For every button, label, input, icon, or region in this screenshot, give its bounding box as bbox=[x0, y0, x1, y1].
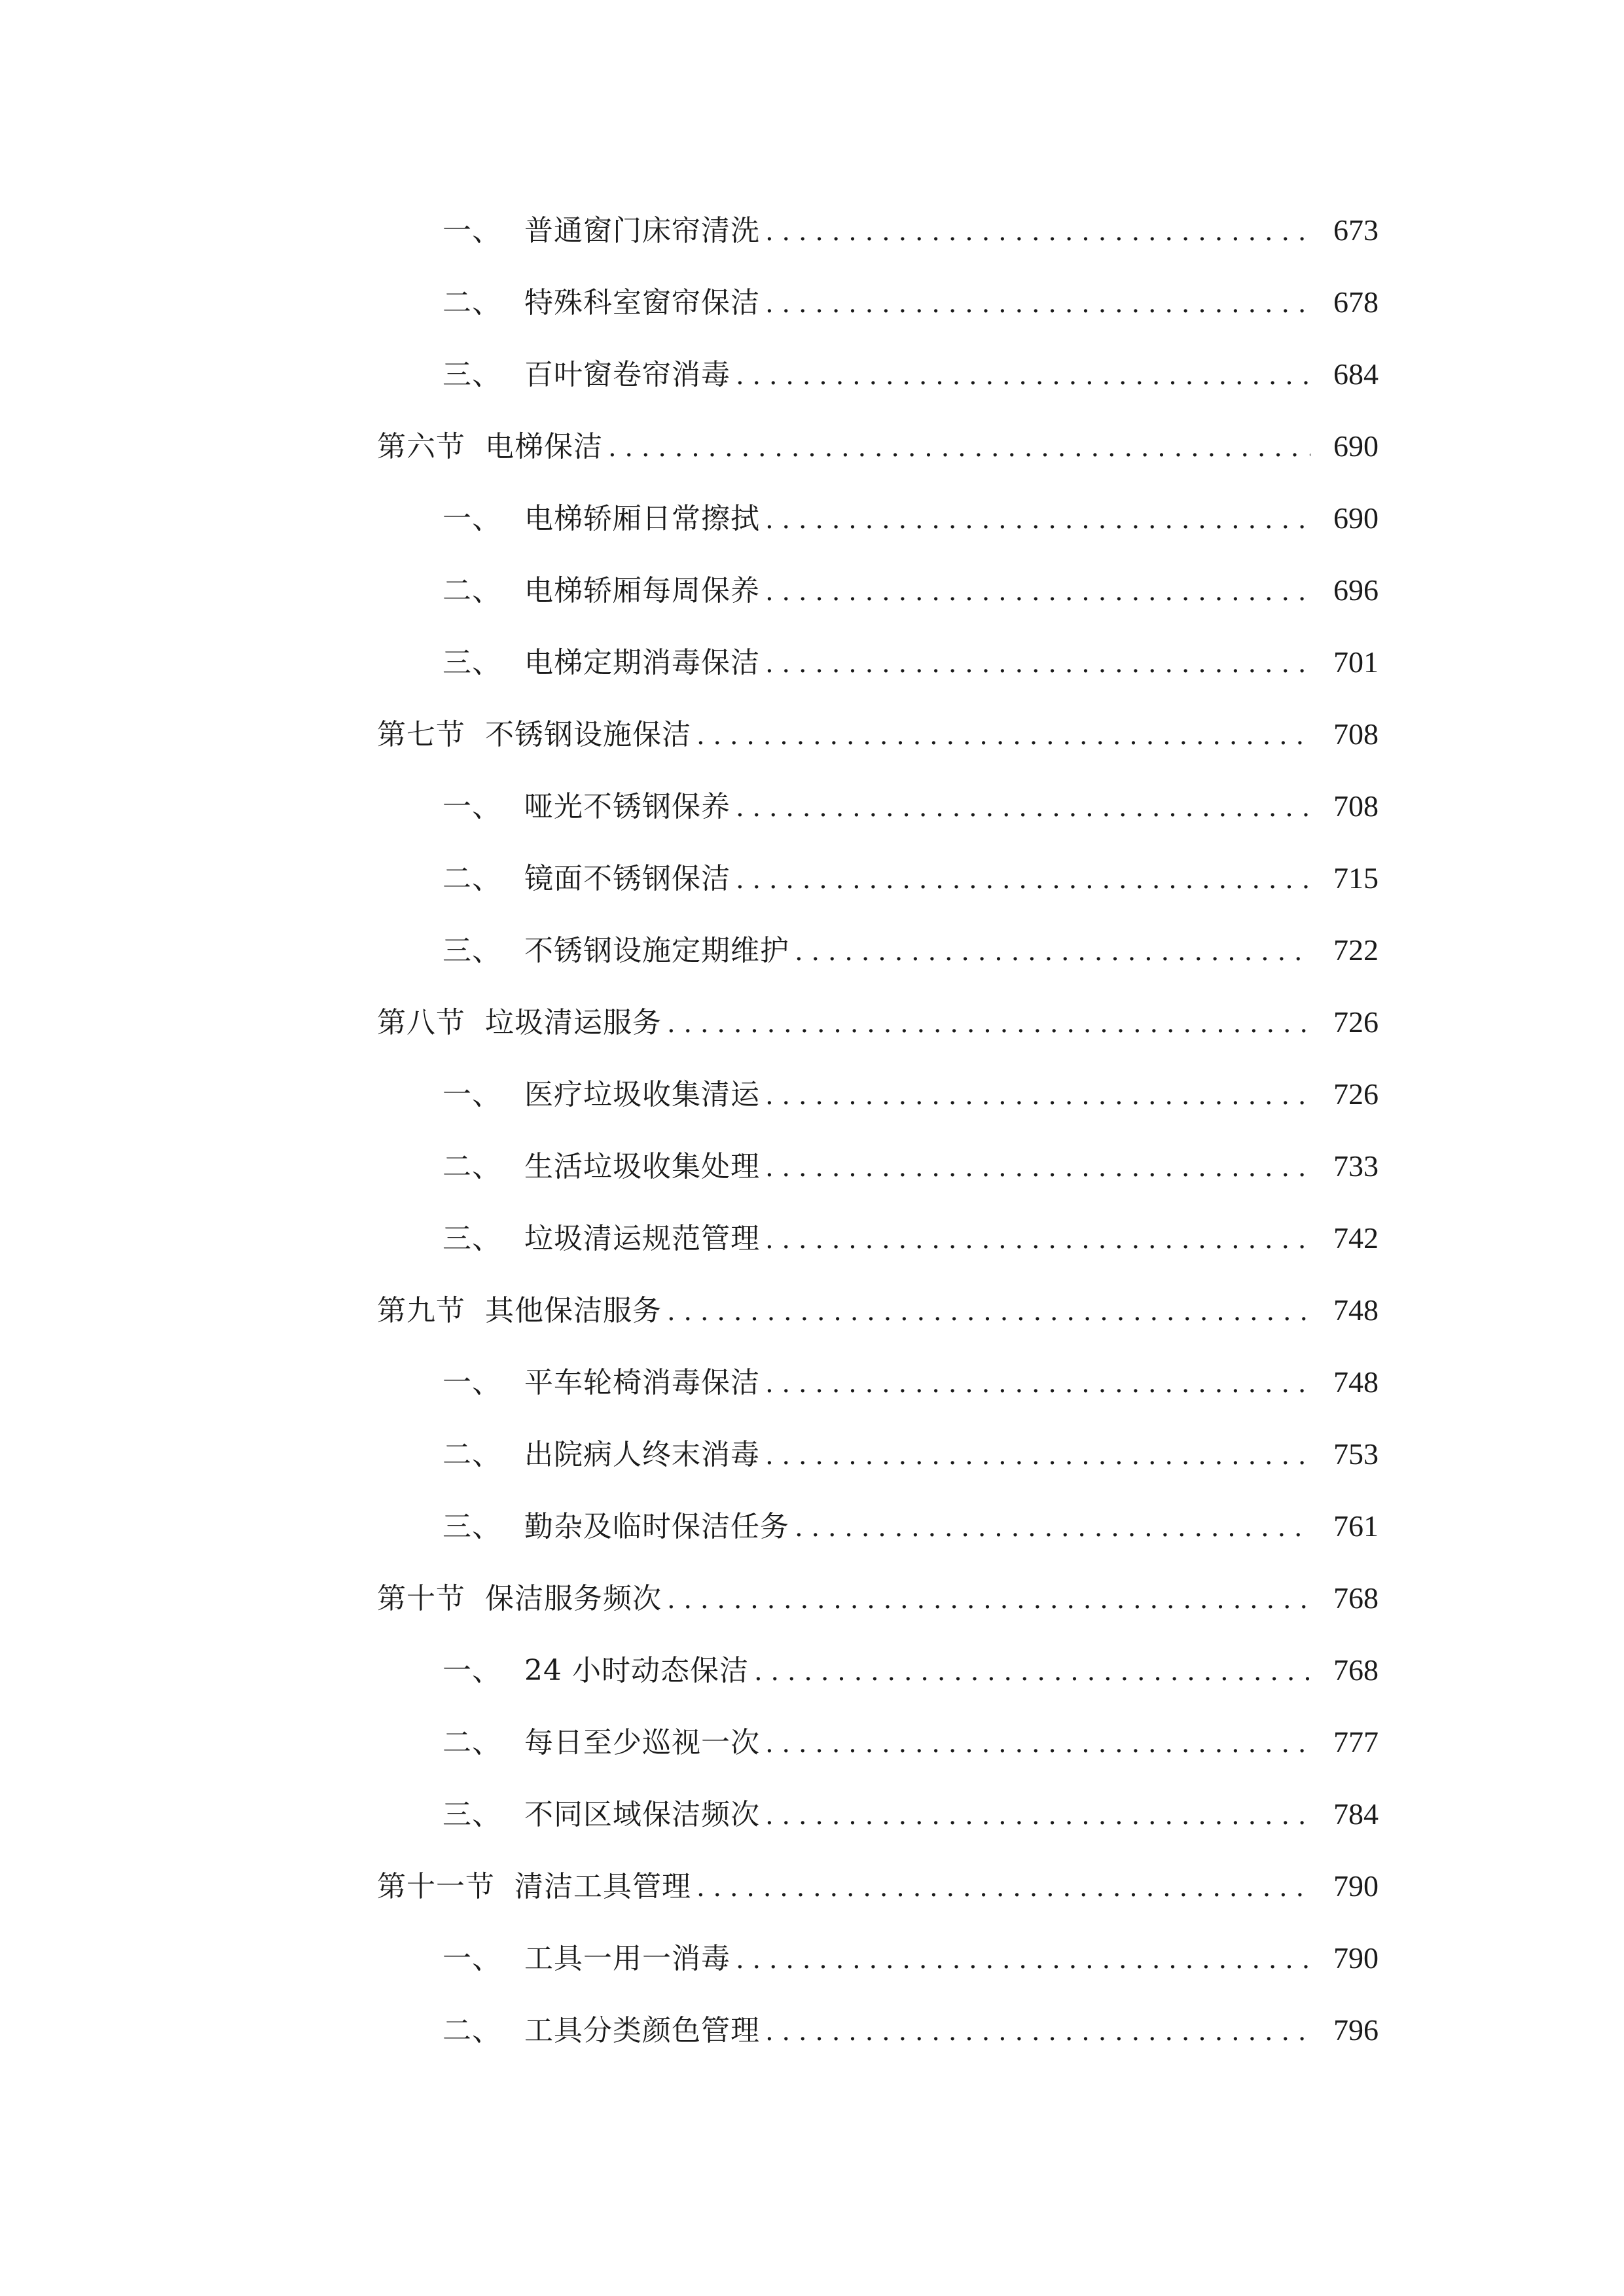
toc-entry-title: 勤杂及临时保洁任务 bbox=[524, 1510, 789, 1543]
toc-entry-page: 696 bbox=[1333, 573, 1379, 607]
toc-section-number: 第六节 bbox=[377, 430, 465, 463]
toc-section-title: 电梯保洁 bbox=[485, 430, 603, 463]
toc-entry-page: 748 bbox=[1333, 1293, 1379, 1327]
toc-entry-number: 二、 bbox=[442, 1438, 501, 1471]
toc-entry-title: 不同区域保洁频次 bbox=[524, 1798, 760, 1831]
toc-entry-number: 一、 bbox=[442, 1654, 501, 1687]
toc-entry-page: 761 bbox=[1333, 1509, 1379, 1543]
dot-leader bbox=[736, 340, 1310, 412]
toc-entry[interactable] bbox=[377, 194, 1379, 266]
toc-entry-page: 722 bbox=[1333, 933, 1379, 967]
toc-entry-page: 768 bbox=[1333, 1581, 1379, 1615]
toc-entry-number: 三、 bbox=[442, 1222, 501, 1255]
toc-entry[interactable] bbox=[377, 338, 1379, 410]
dot-leader bbox=[696, 1852, 1310, 1924]
toc-entry-page: 690 bbox=[1333, 429, 1379, 463]
dot-leader bbox=[765, 268, 1310, 340]
dot-leader bbox=[765, 1204, 1310, 1276]
toc-entry-title: 平车轮椅消毒保洁 bbox=[524, 1366, 760, 1399]
toc-section-entry[interactable] bbox=[377, 698, 1379, 770]
dot-leader bbox=[765, 1132, 1310, 1204]
toc-entry-number: 二、 bbox=[442, 1726, 501, 1759]
toc-entry-number: 一、 bbox=[442, 1078, 501, 1111]
toc-entry[interactable] bbox=[377, 554, 1379, 626]
toc-entry-number: 三、 bbox=[442, 934, 501, 967]
toc-entry-page: 753 bbox=[1333, 1437, 1379, 1471]
toc-entry[interactable] bbox=[377, 914, 1379, 986]
dot-leader bbox=[765, 196, 1310, 268]
toc-section-number: 第七节 bbox=[377, 718, 465, 751]
toc-section-entry[interactable] bbox=[377, 410, 1379, 482]
toc-entry-number: 二、 bbox=[442, 286, 501, 319]
toc-entry-number: 一、 bbox=[442, 214, 501, 247]
toc-entry-page: 708 bbox=[1333, 717, 1379, 751]
dot-leader bbox=[765, 1780, 1310, 1852]
dot-leader bbox=[765, 484, 1310, 556]
dot-leader bbox=[736, 1924, 1310, 1996]
toc-entry-number: 一、 bbox=[442, 502, 501, 535]
toc-entry-number: 二、 bbox=[442, 2014, 501, 2047]
toc-section-title: 垃圾清运服务 bbox=[485, 1006, 662, 1039]
toc-entry-title: 每日至少巡视一次 bbox=[524, 1726, 760, 1759]
toc-entry-page: 768 bbox=[1333, 1653, 1379, 1687]
toc-entry[interactable] bbox=[377, 1778, 1379, 1850]
toc-entry-number: 三、 bbox=[442, 646, 501, 679]
toc-section-entry[interactable] bbox=[377, 1562, 1379, 1634]
dot-leader bbox=[765, 1060, 1310, 1132]
dot-leader bbox=[765, 1708, 1310, 1780]
toc-section-entry[interactable] bbox=[377, 986, 1379, 1058]
toc-entry-number: 三、 bbox=[442, 1510, 501, 1543]
toc-entry-page: 690 bbox=[1333, 501, 1379, 535]
toc-entry-page: 684 bbox=[1333, 357, 1379, 391]
toc-entry[interactable] bbox=[377, 770, 1379, 842]
toc-section-title: 其他保洁服务 bbox=[485, 1294, 662, 1327]
toc-entry-title: 哑光不锈钢保养 bbox=[524, 790, 731, 823]
toc-entry-number: 一、 bbox=[442, 790, 501, 823]
dot-leader bbox=[765, 556, 1310, 628]
toc-entry[interactable] bbox=[377, 1418, 1379, 1490]
toc-entry-title: 医疗垃圾收集清运 bbox=[524, 1078, 760, 1111]
toc-section-number: 第十节 bbox=[377, 1582, 465, 1615]
toc-entry[interactable] bbox=[377, 1202, 1379, 1274]
dot-leader bbox=[754, 1636, 1310, 1708]
dot-leader bbox=[795, 916, 1310, 988]
toc-entry[interactable] bbox=[377, 1130, 1379, 1202]
toc-entry-page: 726 bbox=[1333, 1077, 1379, 1111]
dot-leader bbox=[765, 1996, 1310, 2068]
toc-entry[interactable] bbox=[377, 1634, 1379, 1706]
toc-entry-page: 715 bbox=[1333, 861, 1379, 895]
toc-entry-page: 678 bbox=[1333, 285, 1379, 319]
toc-entry-page: 726 bbox=[1333, 1005, 1379, 1039]
toc-entry-number: 二、 bbox=[442, 574, 501, 607]
dot-leader bbox=[696, 700, 1310, 772]
toc-entry[interactable] bbox=[377, 842, 1379, 914]
toc-entry-title: 电梯定期消毒保洁 bbox=[524, 646, 760, 679]
dot-leader bbox=[736, 772, 1310, 844]
dot-leader bbox=[608, 412, 1310, 484]
toc-entry-title: 工具一用一消毒 bbox=[524, 1942, 731, 1975]
toc-entry-number: 一、 bbox=[442, 1942, 501, 1975]
toc-entry[interactable] bbox=[377, 1922, 1379, 1994]
toc-section-title: 清洁工具管理 bbox=[514, 1870, 691, 1903]
toc-entry-title: 电梯轿厢日常擦拭 bbox=[524, 502, 760, 535]
toc-section-number: 第九节 bbox=[377, 1294, 465, 1327]
dot-leader bbox=[667, 1564, 1310, 1636]
toc-entry-title: 特殊科室窗帘保洁 bbox=[524, 286, 760, 319]
toc-entry[interactable] bbox=[377, 266, 1379, 338]
toc-entry-title: 电梯轿厢每周保养 bbox=[524, 574, 760, 607]
toc-entry-page: 733 bbox=[1333, 1149, 1379, 1183]
toc-entry-number: 三、 bbox=[442, 358, 501, 391]
table-of-contents bbox=[377, 194, 1379, 2066]
toc-entry-page: 796 bbox=[1333, 2013, 1379, 2047]
toc-entry[interactable] bbox=[377, 1058, 1379, 1130]
toc-entry-page: 777 bbox=[1333, 1725, 1379, 1759]
toc-entry[interactable] bbox=[377, 482, 1379, 554]
toc-section-title: 不锈钢设施保洁 bbox=[485, 718, 691, 751]
toc-entry-number: 三、 bbox=[442, 1798, 501, 1831]
toc-entry-page: 673 bbox=[1333, 213, 1379, 247]
toc-entry[interactable] bbox=[377, 1490, 1379, 1562]
toc-entry-title: 出院病人终末消毒 bbox=[524, 1438, 760, 1471]
toc-entry-title: 生活垃圾收集处理 bbox=[524, 1150, 760, 1183]
toc-entry[interactable] bbox=[377, 1994, 1379, 2066]
dot-leader bbox=[795, 1492, 1310, 1564]
toc-entry-page: 790 bbox=[1333, 1869, 1379, 1903]
toc-section-entry[interactable] bbox=[377, 1274, 1379, 1346]
toc-entry-page: 748 bbox=[1333, 1365, 1379, 1399]
toc-entry[interactable] bbox=[377, 1346, 1379, 1418]
toc-section-number: 第八节 bbox=[377, 1006, 465, 1039]
dot-leader bbox=[667, 988, 1310, 1060]
toc-entry-title: 垃圾清运规范管理 bbox=[524, 1222, 760, 1255]
dot-leader bbox=[765, 1348, 1310, 1420]
toc-entry-page: 742 bbox=[1333, 1221, 1379, 1255]
toc-entry-title: 镜面不锈钢保洁 bbox=[524, 862, 731, 895]
toc-entry-number: 二、 bbox=[442, 1150, 501, 1183]
toc-entry[interactable] bbox=[377, 626, 1379, 698]
toc-entry-number: 二、 bbox=[442, 862, 501, 895]
dot-leader bbox=[667, 1276, 1310, 1348]
toc-entry-title: 24 小时动态保洁 bbox=[524, 1654, 749, 1687]
toc-entry-page: 708 bbox=[1333, 789, 1379, 823]
toc-entry-page: 784 bbox=[1333, 1797, 1379, 1831]
toc-entry[interactable] bbox=[377, 1706, 1379, 1778]
toc-entry-page: 701 bbox=[1333, 645, 1379, 679]
toc-section-title: 保洁服务频次 bbox=[485, 1582, 662, 1615]
dot-leader bbox=[765, 628, 1310, 700]
toc-section-number: 第十一节 bbox=[377, 1870, 495, 1903]
toc-entry-page: 790 bbox=[1333, 1941, 1379, 1975]
toc-entry-title: 普通窗门床帘清洗 bbox=[524, 214, 760, 247]
toc-entry-title: 工具分类颜色管理 bbox=[524, 2014, 760, 2047]
toc-section-entry[interactable] bbox=[377, 1850, 1379, 1922]
toc-entry-number: 一、 bbox=[442, 1366, 501, 1399]
dot-leader bbox=[765, 1420, 1310, 1492]
toc-entry-title: 百叶窗卷帘消毒 bbox=[524, 358, 731, 391]
dot-leader bbox=[736, 844, 1310, 916]
toc-entry-title: 不锈钢设施定期维护 bbox=[524, 934, 789, 967]
